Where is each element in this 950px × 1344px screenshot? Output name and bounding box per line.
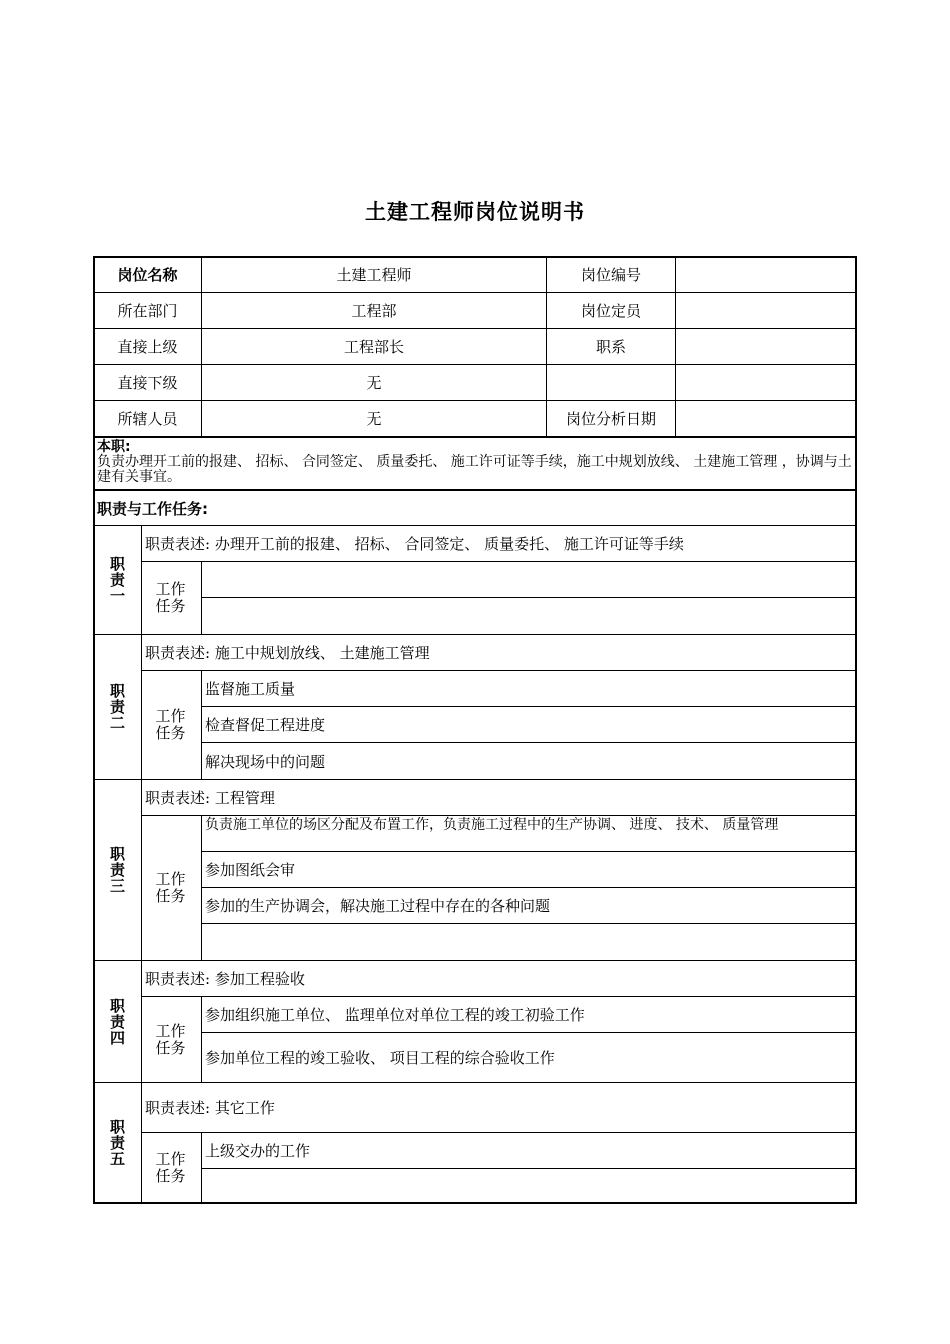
task-label-text: 工作任务 bbox=[155, 707, 186, 742]
label-staff-governed: 所辖人员 bbox=[93, 400, 202, 437]
label-job-family: 职系 bbox=[546, 328, 676, 365]
label-direct-subordinate: 直接下级 bbox=[93, 364, 202, 401]
duty-1-task-2 bbox=[201, 597, 857, 635]
duty-2-name: 职责二 bbox=[93, 634, 142, 780]
duty-4-name: 职责四 bbox=[93, 960, 142, 1083]
label-direct-superior: 直接上级 bbox=[93, 328, 202, 365]
duty-1-task-1 bbox=[201, 561, 857, 598]
value-staff-governed: 无 bbox=[201, 400, 547, 437]
label-headcount: 岗位定员 bbox=[546, 292, 676, 329]
duty-3-task-4 bbox=[201, 923, 857, 961]
label-department: 所在部门 bbox=[93, 292, 202, 329]
task-label-text: 工作任务 bbox=[155, 1150, 186, 1185]
duty-4-task-2: 参加单位工程的竣工验收、 项目工程的综合验收工作 bbox=[201, 1032, 857, 1083]
value-job-family bbox=[675, 328, 857, 365]
duty-2-task-label bbox=[141, 670, 202, 780]
summary-label: 本职: bbox=[97, 439, 131, 455]
document-title: 土建工程师岗位说明书 bbox=[365, 200, 585, 224]
duty-2-task-2: 检查督促工程进度 bbox=[201, 706, 857, 743]
duty-5-task-1: 上级交办的工作 bbox=[201, 1132, 857, 1169]
value-position-code bbox=[675, 256, 857, 293]
duty-3-description: 职责表述: 工程管理 bbox=[141, 779, 857, 816]
duties-header: 职责与工作任务: bbox=[93, 490, 857, 526]
value-direct-subordinate: 无 bbox=[201, 364, 547, 401]
duty-4-task-1: 参加组织施工单位、 监理单位对单位工程的竣工初验工作 bbox=[201, 996, 857, 1033]
value-direct-superior: 工程部长 bbox=[201, 328, 547, 365]
label-analysis-date: 岗位分析日期 bbox=[546, 400, 676, 437]
duty-3-task-2: 参加图纸会审 bbox=[201, 851, 857, 888]
job-description-table bbox=[93, 256, 857, 1204]
duty-2-task-3: 解决现场中的问题 bbox=[201, 742, 857, 780]
duty-3-name: 职责三 bbox=[93, 779, 142, 961]
task-label-text: 工作任务 bbox=[155, 870, 186, 905]
duty-3-task-1: 负责施工单位的场区分配及布置工作，负责施工过程中的生产协调、 进度、 技术、 质量管理 bbox=[201, 815, 857, 852]
duty-1-task-label bbox=[141, 561, 202, 635]
value-analysis-date bbox=[675, 400, 857, 437]
duty-2-description: 职责表述: 施工中规划放线、 土建施工管理 bbox=[141, 634, 857, 671]
duty-1-name: 职责一 bbox=[93, 525, 142, 635]
duty-2-task-1: 监督施工质量 bbox=[201, 670, 857, 707]
duty-3-task-3: 参加的生产协调会，解决施工过程中存在的各种问题 bbox=[201, 887, 857, 924]
summary-text: 负责办理开工前的报建、 招标、 合同签定、 质量委托、 施工许可证等手续，施工中规划放线、 土建施工管理 ，协调与土建有关事宜。 bbox=[97, 454, 852, 485]
duty-5-task-2 bbox=[201, 1168, 857, 1204]
duty-4-description: 职责表述: 参加工程验收 bbox=[141, 960, 857, 997]
task-label-text: 工作任务 bbox=[155, 1021, 186, 1057]
duty-4-task-label bbox=[141, 996, 202, 1083]
duty-3-task-label bbox=[141, 815, 202, 961]
duty-5-task-label bbox=[141, 1132, 202, 1204]
value-empty bbox=[675, 364, 857, 401]
duty-1-description: 职责表述: 办理开工前的报建、 招标、 合同签定、 质量委托、 施工许可证等手续 bbox=[141, 525, 857, 562]
value-department: 工程部 bbox=[201, 292, 547, 329]
label-position-code: 岗位编号 bbox=[546, 256, 676, 293]
summary-cell bbox=[93, 437, 857, 491]
label-position-name: 岗位名称 bbox=[93, 256, 202, 293]
duty-5-name: 职责五 bbox=[93, 1082, 142, 1204]
duty-5-description: 职责表述: 其它工作 bbox=[141, 1082, 857, 1133]
task-label-text: 工作任务 bbox=[155, 580, 186, 615]
value-headcount bbox=[675, 292, 857, 329]
value-position-name: 土建工程师 bbox=[201, 256, 547, 293]
label-empty bbox=[546, 364, 676, 401]
